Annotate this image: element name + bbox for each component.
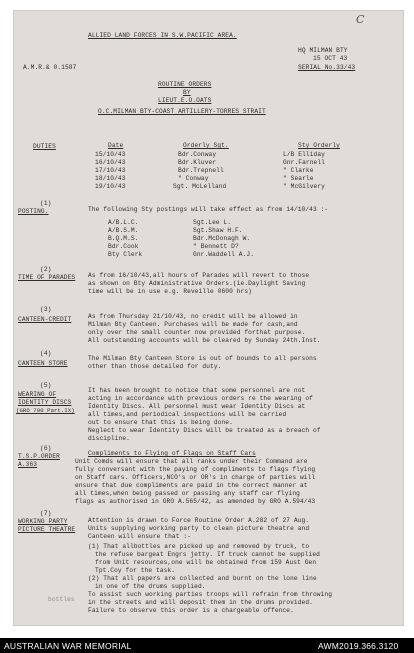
posting-role: Bdr.Cook <box>108 243 139 250</box>
posting-role: B.Q.M.S. <box>108 235 139 242</box>
posting-name: Sgt.Lee L. <box>193 219 232 226</box>
section-number: (3) <box>40 306 52 313</box>
canteen-store-line: The Milman Bty Canteen Store is out of bounds to all persons <box>88 355 317 362</box>
margin-note: bottles <box>48 596 75 603</box>
duty-date: 16/10/43 <box>95 159 126 166</box>
duties-col-sgt: Orderly Sgt. <box>183 142 229 149</box>
duty-sty: L/B Elliday <box>283 151 325 158</box>
duty-sgt: Bdr.Trepnell <box>178 167 224 174</box>
duty-sgt: Bdr.Kluver <box>178 159 217 166</box>
section-number: (6) <box>40 445 52 452</box>
duty-sgt: " Conway <box>178 175 209 182</box>
title-by: BY <box>183 89 191 96</box>
handwritten-mark: C <box>356 13 365 26</box>
duty-date: 19/10/43 <box>95 183 126 190</box>
working-party-line: (2) That all papers are collected and burnt on the lone line <box>88 575 317 582</box>
duty-sty: " Clarke <box>283 167 314 174</box>
flags-line: flags as authorised in GRO A.565/42, as amended by GRO A.594/43 <box>75 498 316 505</box>
hq-line: HQ MILMAN BTY <box>298 47 348 54</box>
posting-name: Sgt.Shaw H.F. <box>193 227 243 234</box>
flags-line: on Staff cars. Officers,NCO's or OR's in charge of parties will <box>75 474 316 481</box>
posting-text: The following Sty postings will take effect as from 14/10/43 :- <box>88 206 329 213</box>
identity-line: It has been brought to notice that some personnel are not <box>88 387 306 394</box>
working-party-line: (1) That allbottles are picked up and removed by truck, to <box>88 543 310 550</box>
flags-line: fully conversant with the paying of compliments to flags flying <box>75 466 316 473</box>
flags-label-2: A.363 <box>18 461 38 468</box>
order-date: 15 OCT 43 <box>313 55 348 62</box>
flags-line: ensure that due compliments are paid in the correct manner at <box>75 482 308 489</box>
flags-heading: Compliments to Flying of Flags on Staff Cars <box>88 450 256 457</box>
flags-line: all times,when being passed or passing any staff car flying <box>75 490 300 497</box>
posting-role: A/B.S.M. <box>108 227 139 234</box>
posting-label: POSTING. <box>18 208 49 215</box>
canteen-credit-label: CANTEEN-CREDIT <box>18 316 72 323</box>
duties-col-sty: Sty Orderly <box>298 142 340 149</box>
working-party-line: from Unit resources,one will be obtained from 159 Aust Gen <box>95 559 317 566</box>
issuing-officer: LIEUT.E.O.OATS <box>158 97 212 104</box>
working-party-line: Canteen will ensure that :- <box>88 533 191 540</box>
identity-line: acting in accordance with previous orders re the wearing of <box>88 395 313 402</box>
identity-label-1: WEARING OF <box>18 391 57 398</box>
posting-name: Gnr.Waddell A.J. <box>193 251 255 258</box>
parades-label: TIME OF PARADES <box>18 274 76 281</box>
canteen-store-line: other than those detailed for duty. <box>88 363 222 370</box>
footer-accession-number: AWM2019.366.3120 <box>318 641 399 651</box>
posting-role: Bty Clerk <box>108 251 143 258</box>
identity-line: all times,and periodical inspections will be carried <box>88 411 287 418</box>
identity-line: Identity Discs. All personnel must wear Identity Discs at <box>88 403 306 410</box>
section-number: (7) <box>40 510 52 517</box>
duty-sty: " Searle <box>283 175 314 182</box>
canteen-credit-line: only over the small counter now provided forthat purpose. <box>88 329 306 336</box>
canteen-credit-line: Milman Bty Canteen. Purchases will be made for cash,and <box>88 321 298 328</box>
working-party-line: the refuse bargeat Engrs jetty. If truck cannot be supplied <box>95 551 320 558</box>
section-number: (2) <box>40 266 52 273</box>
flags-line: Unit Comds will ensure that all ranks under their Command are <box>75 458 308 465</box>
working-party-line: Tpt.Coy for the task. <box>95 567 176 574</box>
working-party-label-2: PICTURE THEATRE <box>18 526 76 533</box>
identity-line: out to ensure that this is being done. <box>88 419 233 426</box>
document-page <box>13 10 404 626</box>
flags-label-1: T.S.P.ORDER <box>18 453 60 460</box>
section-number: (1) <box>40 200 52 207</box>
duty-sgt: Sgt. McLelland <box>173 183 227 190</box>
parades-line: As from 16/10/43,all hours of Parades will revert to those <box>88 272 310 279</box>
canteen-credit-line: As from Thursday 21/10/43, no credit will be allowed in <box>88 313 298 320</box>
force-heading: ALLIED LAND FORCES IN S.W.PACIFIC AREA. <box>88 32 237 39</box>
footer-bar <box>0 638 414 653</box>
duty-sty: Gnr.Farnell <box>283 159 325 166</box>
reference-number: A.M.R.& 0.1587 <box>23 64 77 71</box>
command-line: O.C.MILMAN BTY-COAST ARTILLERY-TORRES STRAIT <box>98 108 266 115</box>
identity-line: Neglect to wear Identity Discs will be treated as a breach of <box>88 427 321 434</box>
working-party-line: Attention is drawn to Force Routine Order A.282 of 27 Aug. <box>88 517 310 524</box>
parades-line: as shown on Bty Administrative Orders.(ie.Daylight Saving <box>88 280 306 287</box>
parades-line: time will be in use e.g. Reveille 0600 hrs) <box>88 288 252 295</box>
canteen-credit-line: All outstanding accounts will be cleared by Sunday 24th.Inst. <box>88 337 321 344</box>
duty-sty: " McGilvery <box>283 183 325 190</box>
working-party-line: in one of the drums supplied. <box>95 583 206 590</box>
identity-line: discipline. <box>88 435 130 442</box>
identity-label-2: IDENTITY DISCS <box>18 399 72 406</box>
duties-col-date: Date <box>108 142 124 149</box>
posting-name: " Bennett D? <box>193 243 239 250</box>
canteen-store-label: CANTEEN STORE <box>18 360 68 367</box>
duty-date: 18/10/43 <box>95 175 126 182</box>
serial-number: SERIAL No.33/43 <box>298 64 356 71</box>
posting-role: A/B.L.C. <box>108 219 139 226</box>
footer-credit: AUSTRALIAN WAR MEMORIAL <box>4 641 132 651</box>
section-number: (5) <box>40 382 52 389</box>
working-party-line: Failure to observe this order is a chargeable offence. <box>88 607 294 614</box>
duty-sgt: Bdr.Conway <box>178 151 217 158</box>
identity-label-3: (GRO 790 Part.IX) <box>16 407 75 414</box>
working-party-line: in the streets and will deposit them in the drums provided. <box>88 599 313 606</box>
duties-label: DUTIES <box>33 143 56 150</box>
section-number: (4) <box>40 350 52 357</box>
working-party-line: Units supplying working party to clean picture theatre and <box>88 525 310 532</box>
working-party-label-1: WORKING PARTY <box>18 518 68 525</box>
working-party-line: To assist such working parties troops will refrain from throwing <box>88 591 333 598</box>
document-title: ROUTINE ORDERS <box>158 81 212 88</box>
posting-name: Bdr.McDonagh W. <box>193 235 251 242</box>
duty-date: 15/10/43 <box>95 151 126 158</box>
duty-date: 17/10/43 <box>95 167 126 174</box>
